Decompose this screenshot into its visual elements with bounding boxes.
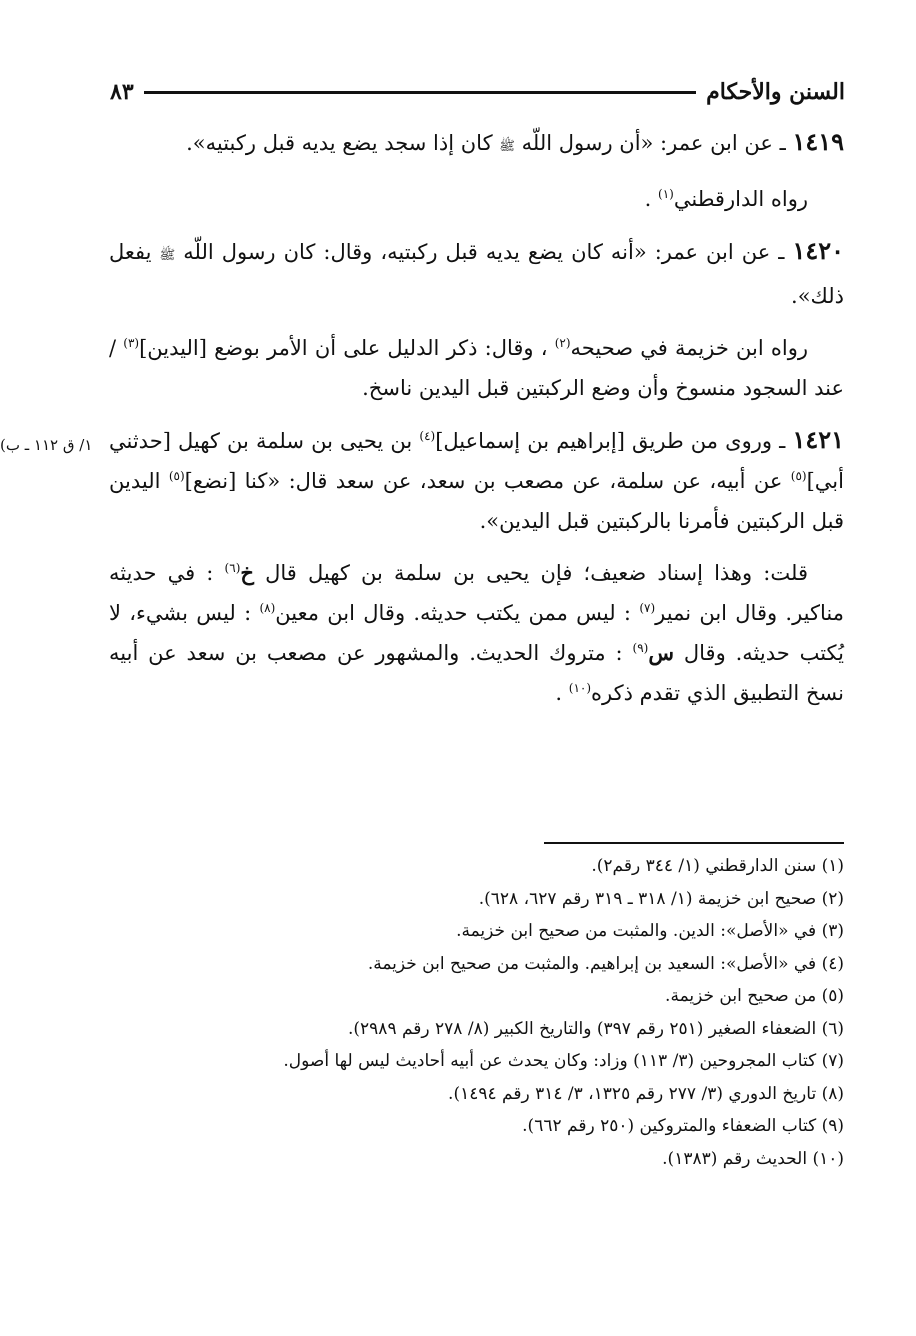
footnote: (٦) الضعفاء الصغير (٢٥١ رقم ٣٩٧) والتاريخ الكبير (٨/ ٢٧٨ رقم ٢٩٨٩). bbox=[348, 1018, 844, 1039]
main-text bbox=[109, 122, 844, 725]
footnote-ref: (٣) bbox=[123, 336, 140, 350]
commentary-text: . bbox=[555, 681, 569, 705]
footnote: (٧) كتاب المجروحين (٣/ ١١٣) وزاد: وكان يحدث عن أبيه أحاديث ليس لها أصول. bbox=[283, 1051, 844, 1071]
blessing-glyph: ﷺ bbox=[499, 139, 515, 154]
rijal-symbol: س bbox=[648, 640, 674, 665]
page-header bbox=[110, 74, 845, 110]
hadith-number: ١٤٢١ bbox=[792, 425, 844, 454]
footnote-ref: (٥) bbox=[790, 469, 807, 483]
footnote: (٤) في «الأصل»: السعيد بن إبراهيم. والمثبت من صحيح ابن خزيمة. bbox=[367, 953, 844, 974]
header-rule bbox=[144, 91, 697, 94]
footnote: (١٠) الحديث رقم (١٣٨٣). bbox=[662, 1148, 844, 1169]
page-number: ٨٣ bbox=[110, 79, 134, 105]
footnote-ref: (٥) bbox=[168, 469, 185, 483]
commentary-text: : في حديثه مناكير. وقال ابن نمير bbox=[109, 561, 845, 625]
hadith-text: ـ عن ابن عمر: «أنه كان يضع يديه قبل ركبتيه، وقال: كان رسول اللّه bbox=[175, 240, 793, 264]
footnote: (٣) في «الأصل»: الدين. والمثبت من صحيح ابن خزيمة. bbox=[456, 921, 844, 941]
hadith-text: عن أبيه، عن سلمة، عن مصعب بن سعد، عن سعد قال: «كنا [نضع] bbox=[184, 469, 791, 493]
footnote-ref: (٨) bbox=[259, 601, 276, 615]
commentary-text: : متروك الحديث. والمشهور عن مصعب بن سعد عن أبيه نسخ التطبيق الذي تقدم ذكره bbox=[109, 641, 844, 705]
source-text: رواه الدارقطني bbox=[673, 187, 808, 211]
hadith-number: ١٤١٩ bbox=[792, 127, 844, 156]
hadith-text: يفعل ذلك». bbox=[109, 240, 844, 308]
commentary-text: : ليس بشيء، لا يُكتب حديثه. وقال bbox=[109, 601, 844, 665]
running-title: السنن والأحكام bbox=[706, 79, 845, 105]
commentary-text: : ليس ممن يكتب حديثه. وقال ابن معين bbox=[275, 601, 640, 625]
hadith-1420-source bbox=[109, 328, 844, 408]
commentary-text: قلت: وهذا إسناد ضعيف؛ فإن يحيى بن سلمة بن كهيل قال bbox=[253, 561, 808, 585]
source-text: ، وقال: ذكر الدليل على أن الأمر بوضع [اليدين] bbox=[139, 336, 555, 360]
rijal-symbol: خ bbox=[240, 560, 254, 585]
footnote-ref: (٩) bbox=[632, 641, 649, 655]
footnote: (٩) كتاب الضعفاء والمتروكين (٢٥٠ رقم ٦٦٢). bbox=[522, 1116, 844, 1136]
footnote: (١) سنن الدارقطني (١/ ٣٤٤ رقم٢). bbox=[591, 856, 844, 876]
footnote-ref: (٧) bbox=[639, 601, 656, 615]
hadith-1419-source bbox=[109, 179, 844, 219]
hadith-1419 bbox=[109, 122, 844, 167]
footnote: (٢) صحيح ابن خزيمة (١/ ٣١٨ ـ ٣١٩ رقم ٦٢٧، ٦٢٨). bbox=[478, 888, 844, 909]
footnote: (٨) تاريخ الدوري (٣/ ٢٧٧ رقم ١٣٢٥، ٣/ ٣١٤ رقم ١٤٩٤). bbox=[448, 1083, 844, 1104]
footnote-rule bbox=[544, 842, 844, 844]
source-text: / عند السجود منسوخ وأن وضع الركبتين قبل اليدين ناسخ. bbox=[109, 336, 844, 400]
hadith-text: ـ وروى من طريق [إبراهيم بن إسماعيل] bbox=[435, 429, 793, 453]
footnote-ref: (٢) bbox=[554, 336, 571, 350]
footnotes bbox=[109, 850, 844, 1175]
footnote-ref: (٤) bbox=[419, 429, 436, 443]
hadith-text: بن يحيى بن سلمة بن كهيل [حدثني أبي] bbox=[109, 429, 844, 493]
blessing-glyph: ﷺ bbox=[159, 248, 176, 263]
hadith-number: ١٤٢٠ bbox=[792, 236, 844, 265]
footnote-ref: (١٠) bbox=[568, 681, 592, 695]
footnote-ref: (٦) bbox=[224, 561, 241, 575]
hadith-text: اليدين قبل الركبتين فأمرنا بالركبتين قبل اليدين». bbox=[109, 469, 844, 533]
hadith-1420 bbox=[109, 231, 844, 316]
source-text: رواه ابن خزيمة في صحيحه bbox=[570, 336, 808, 360]
hadith-text: ـ عن ابن عمر: «أن رسول اللّه bbox=[514, 131, 793, 155]
hadith-1421 bbox=[109, 420, 844, 541]
margin-manuscript-note: (١/ ق ١١٢ ـ ب bbox=[0, 436, 93, 454]
commentary bbox=[109, 553, 844, 713]
footnote-ref: (١) bbox=[658, 187, 674, 201]
footnote: (٥) من صحيح ابن خزيمة. bbox=[665, 986, 844, 1006]
source-text: . bbox=[644, 187, 659, 211]
hadith-text: كان إذا سجد يضع يديه قبل ركبتيه». bbox=[186, 131, 500, 155]
